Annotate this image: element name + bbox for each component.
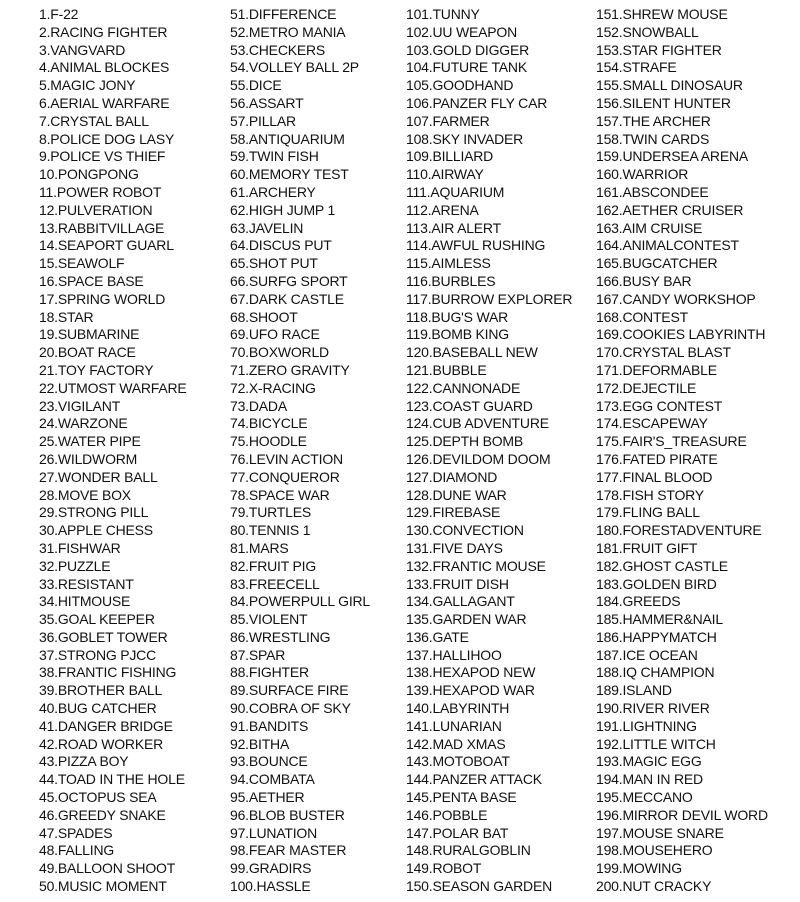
game-list-item: 127.DIAMOND bbox=[406, 468, 498, 485]
game-list-item: 179.FLING BALL bbox=[596, 504, 700, 521]
game-list-item: 122.CANNONADE bbox=[406, 379, 521, 396]
game-list-sheet bbox=[0, 6, 800, 896]
game-list-item: 48.FALLING bbox=[39, 842, 115, 859]
game-list-item: 93.BOUNCE bbox=[230, 753, 308, 770]
game-list-item: 135.GARDEN WAR bbox=[406, 611, 527, 628]
game-list-item: 25.WATER PIPE bbox=[39, 433, 141, 450]
game-list-item: 29.STRONG PILL bbox=[39, 504, 149, 521]
game-list-item: 15.SEAWOLF bbox=[39, 255, 125, 272]
game-list-item: 198.MOUSEHERO bbox=[596, 842, 713, 859]
game-list-item: 104.FUTURE TANK bbox=[406, 59, 527, 76]
game-list-item: 63.JAVELIN bbox=[230, 219, 304, 236]
game-list-item: 40.BUG CATCHER bbox=[39, 700, 157, 717]
game-list-item: 50.MUSIC MOMENT bbox=[39, 878, 167, 895]
game-list-item: 113.AIR ALERT bbox=[406, 219, 501, 236]
game-list-item: 162.AETHER CRUISER bbox=[596, 201, 744, 218]
game-list-item: 152.SNOWBALL bbox=[596, 23, 699, 40]
game-list-item: 175.FAIR'S_TREASURE bbox=[596, 433, 747, 450]
game-list-item: 196.MIRROR DEVIL WORD bbox=[596, 806, 768, 823]
game-list-item: 64.DISCUS PUT bbox=[230, 237, 332, 254]
game-list-item: 105.GOODHAND bbox=[406, 77, 514, 94]
game-list-item: 126.DEVILDOM DOOM bbox=[406, 450, 551, 467]
game-list-item: 158.TWIN CARDS bbox=[596, 130, 710, 147]
game-list-item: 75.HOODLE bbox=[230, 433, 307, 450]
game-list-item: 131.FIVE DAYS bbox=[406, 539, 503, 556]
game-list-item: 147.POLAR BAT bbox=[406, 824, 509, 841]
game-list-item: 27.WONDER BALL bbox=[39, 468, 158, 485]
game-list-item: 121.BUBBLE bbox=[406, 361, 487, 378]
game-list-item: 31.FISHWAR bbox=[39, 539, 121, 556]
game-list-item: 52.METRO MANIA bbox=[230, 23, 346, 40]
game-list-item: 136.GATE bbox=[406, 628, 469, 645]
game-list-item: 53.CHECKERS bbox=[230, 41, 326, 58]
game-list-item: 118.BUG'S WAR bbox=[406, 308, 508, 325]
game-list-item: 174.ESCAPEWAY bbox=[596, 415, 708, 432]
game-list-item: 32.PUZZLE bbox=[39, 557, 111, 574]
game-list-item: 96.BLOB BUSTER bbox=[230, 806, 345, 823]
game-list-item: 106.PANZER FLY CAR bbox=[406, 94, 548, 111]
game-list-item: 83.FREECELL bbox=[230, 575, 320, 592]
game-list-item: 164.ANIMALCONTEST bbox=[596, 237, 739, 254]
game-list-item: 58.ANTIQUARIUM bbox=[230, 130, 345, 147]
game-list-item: 100.HASSLE bbox=[230, 878, 311, 895]
game-list-item: 98.FEAR MASTER bbox=[230, 842, 347, 859]
game-list-item: 138.HEXAPOD NEW bbox=[406, 664, 536, 681]
game-list-item: 154.STRAFE bbox=[596, 59, 677, 76]
game-list-item: 117.BURROW EXPLORER bbox=[406, 290, 573, 307]
game-list-item: 109.BILLIARD bbox=[406, 148, 494, 165]
game-list-item: 146.POBBLE bbox=[406, 806, 488, 823]
game-list-item: 101.TUNNY bbox=[406, 6, 480, 22]
game-list-item: 184.GREEDS bbox=[596, 593, 681, 610]
game-list-item: 57.PILLAR bbox=[230, 112, 296, 129]
game-list-item: 173.EGG CONTEST bbox=[596, 397, 723, 414]
game-list-item: 129.FIREBASE bbox=[406, 504, 501, 521]
game-list-item: 47.SPADES bbox=[39, 824, 113, 841]
game-list-item: 107.FARMER bbox=[406, 112, 490, 129]
game-list-item: 163.AIM CRUISE bbox=[596, 219, 703, 236]
game-list-item: 74.BICYCLE bbox=[230, 415, 308, 432]
game-list-item: 33.RESISTANT bbox=[39, 575, 134, 592]
game-list-item: 19.SUBMARINE bbox=[39, 326, 140, 343]
game-list-item: 80.TENNIS 1 bbox=[230, 522, 311, 539]
game-list-item: 3.VANGVARD bbox=[39, 41, 126, 58]
game-list-column-4 bbox=[596, 6, 768, 896]
game-list-column-3 bbox=[406, 6, 572, 896]
game-list-item: 85.VIOLENT bbox=[230, 611, 308, 628]
game-list-item: 150.SEASON GARDEN bbox=[406, 878, 552, 895]
game-list-item: 6.AERIAL WARFARE bbox=[39, 94, 170, 111]
game-list-item: 95.AETHER bbox=[230, 789, 305, 806]
game-list-item: 46.GREEDY SNAKE bbox=[39, 806, 166, 823]
game-list-item: 193.MAGIC EGG bbox=[596, 753, 702, 770]
game-list-item: 99.GRADIRS bbox=[230, 860, 312, 877]
game-list-item: 123.COAST GUARD bbox=[406, 397, 533, 414]
game-list-item: 70.BOXWORLD bbox=[230, 344, 329, 361]
game-list-item: 2.RACING FIGHTER bbox=[39, 23, 168, 40]
game-list-item: 166.BUSY BAR bbox=[596, 272, 692, 289]
game-list-column-1 bbox=[39, 6, 187, 896]
game-list-item: 14.SEAPORT GUARL bbox=[39, 237, 174, 254]
game-list-item: 165.BUGCATCHER bbox=[596, 255, 718, 272]
game-list-item: 12.PULVERATION bbox=[39, 201, 153, 218]
game-list-item: 34.HITMOUSE bbox=[39, 593, 131, 610]
game-list-item: 16.SPACE BASE bbox=[39, 272, 144, 289]
game-list-item: 39.BROTHER BALL bbox=[39, 682, 163, 699]
game-list-item: 20.BOAT RACE bbox=[39, 344, 136, 361]
game-list-item: 120.BASEBALL NEW bbox=[406, 344, 538, 361]
game-list-item: 197.MOUSE SNARE bbox=[596, 824, 724, 841]
game-list-item: 38.FRANTIC FISHING bbox=[39, 664, 177, 681]
game-list-item: 139.HEXAPOD WAR bbox=[406, 682, 535, 699]
game-list-item: 148.RURALGOBLIN bbox=[406, 842, 531, 859]
game-list-item: 77.CONQUEROR bbox=[230, 468, 340, 485]
game-list-item: 4.ANIMAL BLOCKES bbox=[39, 59, 170, 76]
game-list-item: 195.MECCANO bbox=[596, 789, 693, 806]
game-list-item: 176.FATED PIRATE bbox=[596, 450, 718, 467]
game-list-item: 180.FORESTADVENTURE bbox=[596, 522, 762, 539]
game-list-item: 13.RABBITVILLAGE bbox=[39, 219, 165, 236]
game-list-item: 167.CANDY WORKSHOP bbox=[596, 290, 756, 307]
game-list-column-2 bbox=[230, 6, 370, 896]
game-list-item: 169.COOKIES LABYRINTH bbox=[596, 326, 766, 343]
game-list-item: 36.GOBLET TOWER bbox=[39, 628, 168, 645]
game-list-item: 177.FINAL BLOOD bbox=[596, 468, 713, 485]
game-list-item: 26.WILDWORM bbox=[39, 450, 138, 467]
game-list-item: 28.MOVE BOX bbox=[39, 486, 131, 503]
game-list-item: 115.AIMLESS bbox=[406, 255, 491, 272]
game-list-item: 49.BALLOON SHOOT bbox=[39, 860, 176, 877]
game-list-item: 181.FRUIT GIFT bbox=[596, 539, 698, 556]
game-list-item: 155.SMALL DINOSAUR bbox=[596, 77, 743, 94]
game-list-item: 55.DICE bbox=[230, 77, 282, 94]
game-list-item: 194.MAN IN RED bbox=[596, 771, 703, 788]
game-list-item: 149.ROBOT bbox=[406, 860, 482, 877]
game-list-item: 200.NUT CRACKY bbox=[596, 878, 712, 895]
game-list-item: 23.VIGILANT bbox=[39, 397, 121, 414]
game-list-item: 145.PENTA BASE bbox=[406, 789, 517, 806]
game-list-item: 160.WARRIOR bbox=[596, 166, 689, 183]
game-list-item: 45.OCTOPUS SEA bbox=[39, 789, 157, 806]
game-list-item: 44.TOAD IN THE HOLE bbox=[39, 771, 185, 788]
game-list-item: 87.SPAR bbox=[230, 646, 286, 663]
game-list-item: 82.FRUIT PIG bbox=[230, 557, 317, 574]
game-list-item: 159.UNDERSEA ARENA bbox=[596, 148, 749, 165]
game-list-item: 24.WARZONE bbox=[39, 415, 128, 432]
game-list-item: 51.DIFFERENCE bbox=[230, 6, 337, 22]
game-list-item: 17.SPRING WORLD bbox=[39, 290, 166, 307]
game-list-item: 168.CONTEST bbox=[596, 308, 688, 325]
game-list-item: 60.MEMORY TEST bbox=[230, 166, 349, 183]
game-list-item: 186.HAPPYMATCH bbox=[596, 628, 717, 645]
game-list-item: 73.DADA bbox=[230, 397, 287, 414]
game-list-item: 116.BURBLES bbox=[406, 272, 496, 289]
game-list-item: 81.MARS bbox=[230, 539, 289, 556]
game-list-item: 94.COMBATA bbox=[230, 771, 315, 788]
game-list-item: 69.UFO RACE bbox=[230, 326, 320, 343]
game-list-item: 190.RIVER RIVER bbox=[596, 700, 710, 717]
game-list-item: 59.TWIN FISH bbox=[230, 148, 319, 165]
game-list-item: 182.GHOST CASTLE bbox=[596, 557, 728, 574]
game-list-item: 110.AIRWAY bbox=[406, 166, 484, 183]
game-list-item: 9.POLICE VS THIEF bbox=[39, 148, 166, 165]
game-list-item: 30.APPLE CHESS bbox=[39, 522, 153, 539]
game-list-item: 86.WRESTLING bbox=[230, 628, 331, 645]
game-list-item: 183.GOLDEN BIRD bbox=[596, 575, 717, 592]
game-list-item: 144.PANZER ATTACK bbox=[406, 771, 542, 788]
game-list-item: 151.SHREW MOUSE bbox=[596, 6, 728, 22]
game-list-item: 143.MOTOBOAT bbox=[406, 753, 510, 770]
game-list-item: 192.LITTLE WITCH bbox=[596, 735, 716, 752]
game-list-item: 71.ZERO GRAVITY bbox=[230, 361, 350, 378]
game-list-item: 89.SURFACE FIRE bbox=[230, 682, 349, 699]
game-list-item: 125.DEPTH BOMB bbox=[406, 433, 524, 450]
game-list-item: 37.STRONG PJCC bbox=[39, 646, 156, 663]
game-list-item: 142.MAD XMAS bbox=[406, 735, 506, 752]
game-list-item: 22.UTMOST WARFARE bbox=[39, 379, 187, 396]
game-list-item: 79.TURTLES bbox=[230, 504, 311, 521]
game-list-item: 191.LIGHTNING bbox=[596, 717, 697, 734]
game-list-item: 61.ARCHERY bbox=[230, 183, 316, 200]
game-list-item: 128.DUNE WAR bbox=[406, 486, 507, 503]
game-list-item: 132.FRANTIC MOUSE bbox=[406, 557, 546, 574]
game-list-item: 178.FISH STORY bbox=[596, 486, 704, 503]
game-list-item: 141.LUNARIAN bbox=[406, 717, 502, 734]
game-list-item: 161.ABSCONDEE bbox=[596, 183, 709, 200]
game-list-item: 114.AWFUL RUSHING bbox=[406, 237, 546, 254]
game-list-item: 66.SURFG SPORT bbox=[230, 272, 348, 289]
game-list-item: 157.THE ARCHER bbox=[596, 112, 711, 129]
game-list-item: 41.DANGER BRIDGE bbox=[39, 717, 173, 734]
game-list-item: 133.FRUIT DISH bbox=[406, 575, 509, 592]
game-list-item: 108.SKY INVADER bbox=[406, 130, 524, 147]
game-list-item: 72.X-RACING bbox=[230, 379, 316, 396]
game-list-item: 1.F-22 bbox=[39, 6, 79, 22]
game-list-item: 189.ISLAND bbox=[596, 682, 672, 699]
game-list-item: 140.LABYRINTH bbox=[406, 700, 510, 717]
game-list-item: 54.VOLLEY BALL 2P bbox=[230, 59, 359, 76]
game-list-item: 119.BOMB KING bbox=[406, 326, 509, 343]
game-list-item: 171.DEFORMABLE bbox=[596, 361, 717, 378]
game-list-item: 7.CRYSTAL BALL bbox=[39, 112, 149, 129]
game-list-item: 56.ASSART bbox=[230, 94, 304, 111]
game-list-item: 187.ICE OCEAN bbox=[596, 646, 698, 663]
game-list-item: 92.BITHA bbox=[230, 735, 290, 752]
game-list-item: 170.CRYSTAL BLAST bbox=[596, 344, 731, 361]
game-list-item: 156.SILENT HUNTER bbox=[596, 94, 731, 111]
game-list-item: 88.FIGHTER bbox=[230, 664, 309, 681]
game-list-item: 188.IQ CHAMPION bbox=[596, 664, 715, 681]
game-list-item: 130.CONVECTION bbox=[406, 522, 524, 539]
game-list-item: 153.STAR FIGHTER bbox=[596, 41, 722, 58]
game-list-item: 185.HAMMER&NAIL bbox=[596, 611, 723, 628]
game-list-item: 65.SHOT PUT bbox=[230, 255, 318, 272]
game-list-item: 68.SHOOT bbox=[230, 308, 298, 325]
game-list-item: 18.STAR bbox=[39, 308, 94, 325]
game-list-item: 11.POWER ROBOT bbox=[39, 183, 162, 200]
game-list-item: 137.HALLIHOO bbox=[406, 646, 502, 663]
game-list-item: 67.DARK CASTLE bbox=[230, 290, 344, 307]
game-list-item: 78.SPACE WAR bbox=[230, 486, 330, 503]
game-list-item: 103.GOLD DIGGER bbox=[406, 41, 530, 58]
game-list-item: 124.CUB ADVENTURE bbox=[406, 415, 549, 432]
game-list-item: 111.AQUARIUM bbox=[406, 183, 505, 200]
game-list-item: 199.MOWING bbox=[596, 860, 682, 877]
game-list-item: 35.GOAL KEEPER bbox=[39, 611, 155, 628]
game-list-item: 90.COBRA OF SKY bbox=[230, 700, 351, 717]
game-list-item: 97.LUNATION bbox=[230, 824, 318, 841]
game-list-item: 8.POLICE DOG LASY bbox=[39, 130, 175, 147]
game-list-item: 10.PONGPONG bbox=[39, 166, 139, 183]
game-list-item: 91.BANDITS bbox=[230, 717, 309, 734]
game-list-item: 84.POWERPULL GIRL bbox=[230, 593, 371, 610]
game-list-item: 76.LEVIN ACTION bbox=[230, 450, 343, 467]
game-list-item: 102.UU WEAPON bbox=[406, 23, 517, 40]
game-list-item: 112.ARENA bbox=[406, 201, 479, 218]
game-list-item: 42.ROAD WORKER bbox=[39, 735, 163, 752]
game-list-item: 5.MAGIC JONY bbox=[39, 77, 136, 94]
game-list-item: 21.TOY FACTORY bbox=[39, 361, 154, 378]
game-list-item: 134.GALLAGANT bbox=[406, 593, 515, 610]
game-list-item: 43.PIZZA BOY bbox=[39, 753, 129, 770]
game-list-item: 62.HIGH JUMP 1 bbox=[230, 201, 336, 218]
game-list-item: 172.DEJECTILE bbox=[596, 379, 697, 396]
